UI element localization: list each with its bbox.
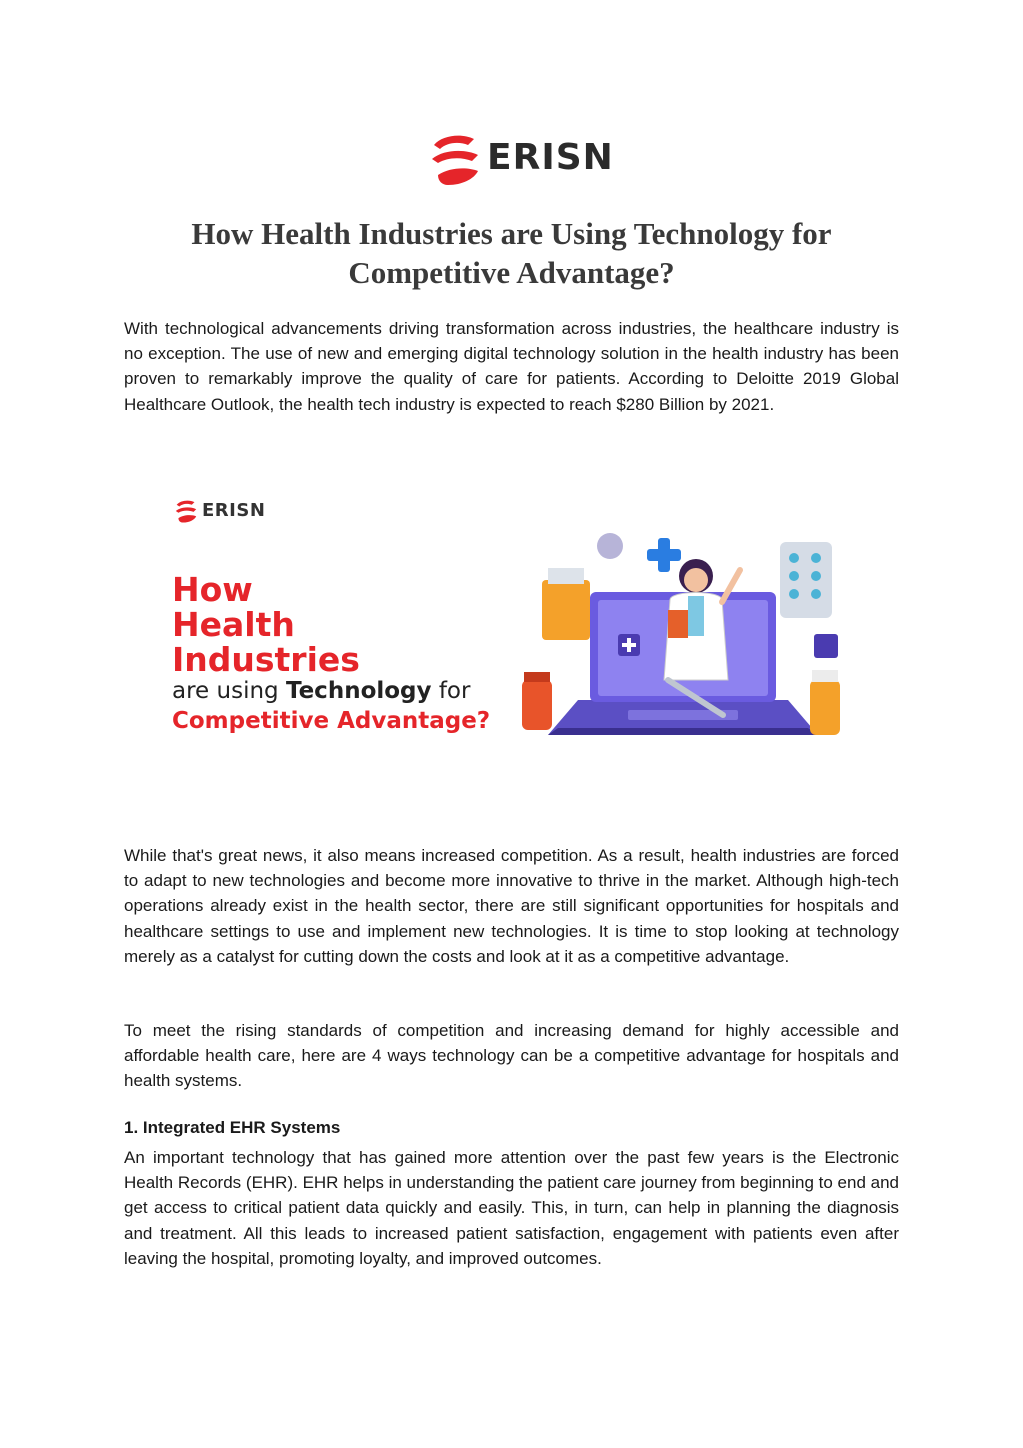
body-paragraph-3: To meet the rising standards of competition and increasing demand for highly accessible and affordable health care, here are 4 ways technology can be a competitive advantage for hospitals and health systems.: [124, 1021, 899, 1091]
section-1-heading: 1. Integrated EHR Systems: [124, 1118, 341, 1137]
doctor-laptop-illustration: [518, 530, 848, 745]
article-banner: [150, 488, 870, 758]
banner-line-5: Competitive Advantage?: [172, 708, 491, 734]
banner-line-2: Health: [172, 605, 295, 644]
banner-line-4: [172, 678, 470, 704]
banner-line-3: Industries: [172, 640, 360, 679]
banner-line-4-pre: are using: [172, 678, 286, 704]
body-paragraph-2: While that's great news, it also means increased competition. As a result, health industries are forced to adapt to new technologies and become more innovative to thrive in the market. Although high-tech operations already exist in the health sector, there are still significant opportunities for hospitals and healthcare settings to use and implement new technologies. It is time to stop looking at technology merely as a catalyst for cutting down the costs and look at it as a competitive advantage.: [124, 846, 899, 966]
banner-line-1: How: [172, 570, 253, 609]
intro-paragraph: With technological advancements driving transformation across industries, the healthcare industry is no exception. The use of new and emerging digital technology solution in the health industry has been proven to remarkably improve the quality of care for patients. According to Deloitte 2019 Global Healthcare Outlook, the health tech industry is expected to reach $280 Billion by 2021.: [124, 319, 899, 414]
banner-logo: [174, 498, 294, 528]
section-1-body: An important technology that has gained more attention over the past few years is the Electronic Health Records (EHR). EHR helps in understanding the patient care journey from beginning to end and get access to critical patient data quickly and easily. This, in turn, can help in planning the diagnosis and treatment. All this leads to increased patient satisfaction, engagement with patients even after leaving the hospital, promoting loyalty, and improved outcomes.: [124, 1148, 899, 1268]
banner-logo-icon: [174, 498, 198, 524]
banner-line-4-bold: Technology: [285, 678, 432, 704]
banner-logo-wordmark: ERISN: [202, 500, 266, 521]
page-title: How Health Industries are Using Technology for Competitive Advantage?: [191, 216, 832, 290]
erisn-logo-icon: [428, 131, 482, 187]
erisn-logo: [428, 131, 614, 189]
banner-line-4-post: for: [431, 678, 471, 704]
logo-wordmark: ERISN: [487, 137, 614, 178]
